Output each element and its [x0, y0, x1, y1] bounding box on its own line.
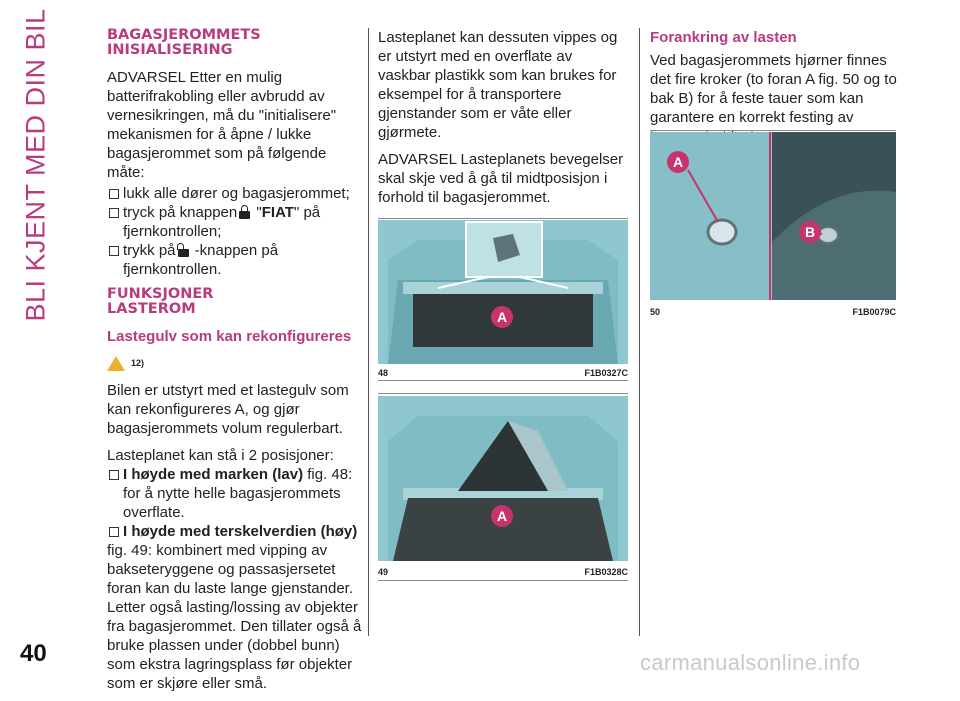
warning-icon — [107, 356, 125, 371]
floor-tilt-paragraph: Lasteplanet kan dessuten vippes og er utstyrt med en overflate av vaskbar plastikk som kan brukes for eksempel for å transportere gjenstander som er våte eller gjørmete. — [378, 29, 618, 141]
positions-intro: Lasteplanet kan stå i 2 posisjoner: — [107, 447, 334, 464]
side-section-title: BLI KJENT MED DIN BIL — [20, 8, 51, 322]
bullet-press-lock: tryck på knappen "FIAT" på fjernkontrollen; — [107, 203, 362, 241]
figure-49-code: F1B0328C — [584, 567, 628, 577]
figure-48-number: 48 — [378, 368, 389, 378]
warning-reference: 12) — [107, 354, 362, 373]
figure-50-callout-b: B — [804, 224, 816, 240]
figure-50-number: 50 — [650, 307, 661, 317]
figure-49-number: 49 — [378, 567, 389, 577]
lock-open-icon — [178, 243, 189, 257]
page-number: 40 — [20, 640, 47, 667]
column-2 — [378, 28, 628, 215]
figure-49-callout-a: A — [496, 508, 508, 524]
figure-50-code: F1B0079C — [852, 307, 896, 317]
section-title-init: BAGASJEROMMETS INISIALISERING — [107, 27, 261, 58]
floor-movement-warning: ADVARSEL Lasteplanets bevegelser skal skje ved å gå til midtposisjon i forhold til bagasjerommet. — [378, 151, 624, 206]
figure-48-code: F1B0327C — [584, 368, 628, 378]
column-divider-1 — [368, 28, 369, 636]
option-low: I høyde med marken (lav) fig. 48: for å nytte helle bagasjerommets overflate. — [107, 465, 362, 522]
section-title-cargo: FUNKSJONER LASTEROM — [107, 286, 214, 317]
column-1 — [107, 28, 362, 701]
watermark: carmanualsonline.info — [640, 650, 861, 675]
floor-description: Bilen er utstyrt med et lastegulv som kan rekonfigureres A, og gjør bagasjerommets volum regulerbart. — [107, 382, 349, 437]
figure-48-callout-a: A — [496, 309, 508, 325]
heading-cargo-anchoring: Forankring av lasten — [650, 29, 797, 46]
figure-49-image — [378, 396, 628, 561]
option-high: I høyde med terskelverdien (høy) — [107, 522, 362, 541]
bullet-close-doors: lukk alle dører og bagasjerommet; — [107, 184, 362, 203]
option-high-description: fig. 49: kombinert med vipping av bakseteryggene og passasjersetet foran kan du laste lange gjenstander. Letter også lasting/lossing av objekter fra bagasjerommet. Den tillater også å bruke plassen under (dobbel bunn) som ekstra lagringsplass før objekter som er skjøre eller små. — [107, 542, 362, 692]
figure-50 — [650, 130, 896, 320]
subheading-reconfigurable-floor: Lastegulv som kan rekonfigureres — [107, 328, 352, 345]
anchoring-description: Ved bagasjerommets hjørner finnes det fire kroker (to foran A fig. 50 og to bak B) for å feste tauer som kan garantere en korrekt festing av — [650, 52, 897, 126]
figure-48-image — [378, 220, 628, 364]
column-divider-2 — [639, 28, 640, 636]
figure-50-image — [650, 132, 896, 300]
bullet-press-unlock: trykk på -knappen på fjernkontrollen. — [107, 241, 362, 279]
figure-50-callout-a: A — [672, 154, 684, 170]
init-warning-paragraph: ADVARSEL Etter en mulig batterifrakobling eller avbrudd av vernesikringen, må du "initialisere" mekanismen for å åpne / lukke bagasjerommet som på følgende måte: — [107, 69, 337, 181]
figure-49 — [378, 393, 628, 580]
lock-closed-icon — [239, 205, 250, 219]
figure-48 — [378, 218, 628, 380]
